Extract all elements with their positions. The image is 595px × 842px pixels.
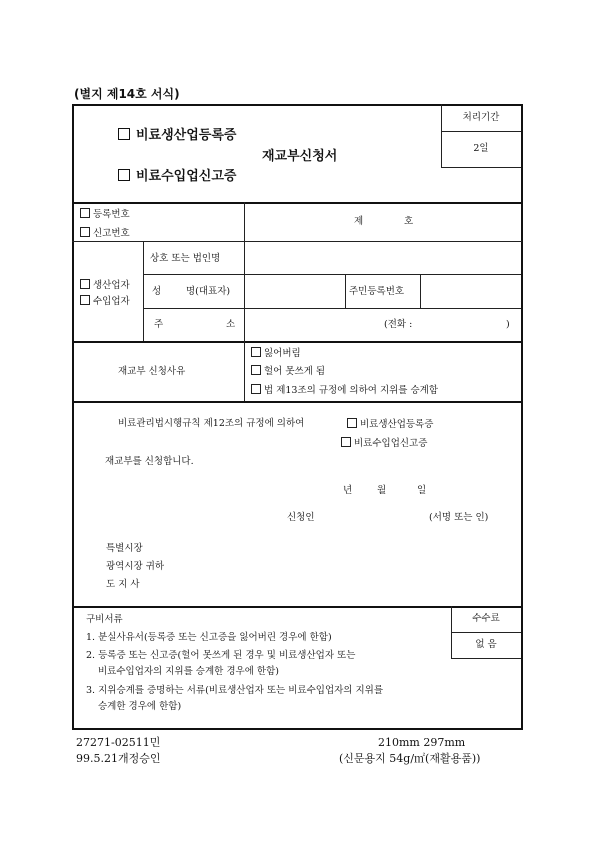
statement-opt-production: 비료생산업등록증 — [347, 418, 433, 431]
statement-opt-import: 비료수입업신고증 — [341, 437, 427, 450]
reason-damaged-checkbox[interactable] — [251, 365, 261, 375]
statement-suffix: 재교부를 신청합니다. — [105, 456, 194, 467]
footer-approval: 99.5.21개정승인 — [76, 752, 161, 765]
reason-option-lost: 잃어버림 — [251, 347, 301, 360]
processing-period-label: 처리기간 — [462, 112, 500, 123]
company-name-label: 상호 또는 법인명 — [150, 253, 221, 264]
company-name-field[interactable] — [246, 243, 520, 273]
phone-close: ) — [506, 319, 510, 330]
reason-option-damaged: 헐어 못쓰게 됨 — [251, 365, 325, 378]
reg-no-prefix: 제 — [354, 216, 364, 227]
importer-checkbox[interactable] — [80, 295, 90, 305]
reg-no-option: 등록번호 — [80, 208, 130, 221]
reason-label: 재교부 신청사유 — [118, 366, 186, 377]
name-label-2: 명(대표자) — [186, 286, 231, 297]
fee-label: 수수료 — [472, 613, 500, 624]
name-label-1: 성 — [152, 286, 162, 297]
applicant-name-field[interactable] — [322, 506, 418, 528]
footer-code: 27271-02511민 — [76, 736, 161, 749]
report-no-option: 신고번호 — [80, 227, 130, 240]
statement-import-checkbox[interactable] — [341, 437, 351, 447]
representative-name-field[interactable] — [246, 276, 344, 307]
footer-size: 210mm 297mm — [378, 736, 466, 749]
address-label-1: 주 — [154, 319, 164, 330]
signature-label: (서명 또는 인) — [429, 512, 489, 523]
resident-number-label: 주민등록번호 — [349, 286, 405, 297]
footer-paper: (신문용지 54g/㎡(재활용품)) — [339, 752, 481, 765]
date-year: 년 — [343, 485, 353, 496]
reason-option-succession: 법 제13조의 규정에 의하여 지위를 승계함 — [251, 384, 438, 397]
resident-number-field[interactable] — [422, 276, 520, 307]
report-no-checkbox[interactable] — [80, 227, 90, 237]
date-month: 월 — [377, 485, 387, 496]
phone-label: (전화 : — [384, 319, 413, 330]
statement-production-checkbox[interactable] — [347, 418, 357, 428]
reg-no-field[interactable] — [366, 210, 400, 234]
documents-heading: 구비서류 — [86, 614, 123, 625]
statement-prefix: 비료관리법시행규칙 제12조의 규정에 의하여 — [118, 418, 305, 429]
form-label: (별지 제14호 서식) — [74, 87, 180, 101]
reg-no-checkbox[interactable] — [80, 208, 90, 218]
production-reg-checkbox[interactable] — [118, 128, 130, 140]
fee-value: 없 음 — [475, 639, 497, 650]
title-option-production: 비료생산업등록증 — [118, 128, 236, 144]
phone-field[interactable] — [426, 312, 502, 338]
producer-checkbox[interactable] — [80, 279, 90, 289]
date-day: 일 — [417, 485, 427, 496]
document-item-2: 2. 등록증 또는 신고증(헐어 못쓰게 된 경우 및 비료생산업자 또는 — [86, 650, 356, 661]
addressee-city: 광역시장 귀하 — [106, 561, 165, 572]
producer-option: 생산업자 — [80, 279, 130, 292]
applicant-label: 신청인 — [287, 512, 315, 523]
reason-lost-checkbox[interactable] — [251, 347, 261, 357]
reason-succession-checkbox[interactable] — [251, 384, 261, 394]
address-field[interactable] — [246, 310, 376, 340]
document-item-3-cont: 승계한 경우에 한함) — [98, 701, 182, 712]
import-report-checkbox[interactable] — [118, 169, 130, 181]
processing-period-value: 2일 — [473, 143, 489, 154]
reg-no-suffix: 호 — [404, 216, 414, 227]
addressee-province: 도 지 사 — [106, 579, 140, 590]
title-option-import: 비료수입업신고증 — [118, 169, 236, 185]
addressee-metropolitan: 특별시장 — [106, 543, 143, 554]
form-title: 재교부신청서 — [262, 149, 338, 164]
document-item-3: 3. 지위승계를 증명하는 서류(비료생산업자 또는 비료수입업자의 지위를 — [86, 685, 384, 696]
address-label-2: 소 — [226, 319, 236, 330]
importer-option: 수입업자 — [80, 295, 130, 308]
document-item-2-cont: 비료수입업자의 지위를 승계한 경우에 한함) — [98, 666, 279, 677]
document-item-1: 1. 분실사유서(등록증 또는 신고증을 잃어버린 경우에 한함) — [86, 632, 332, 643]
